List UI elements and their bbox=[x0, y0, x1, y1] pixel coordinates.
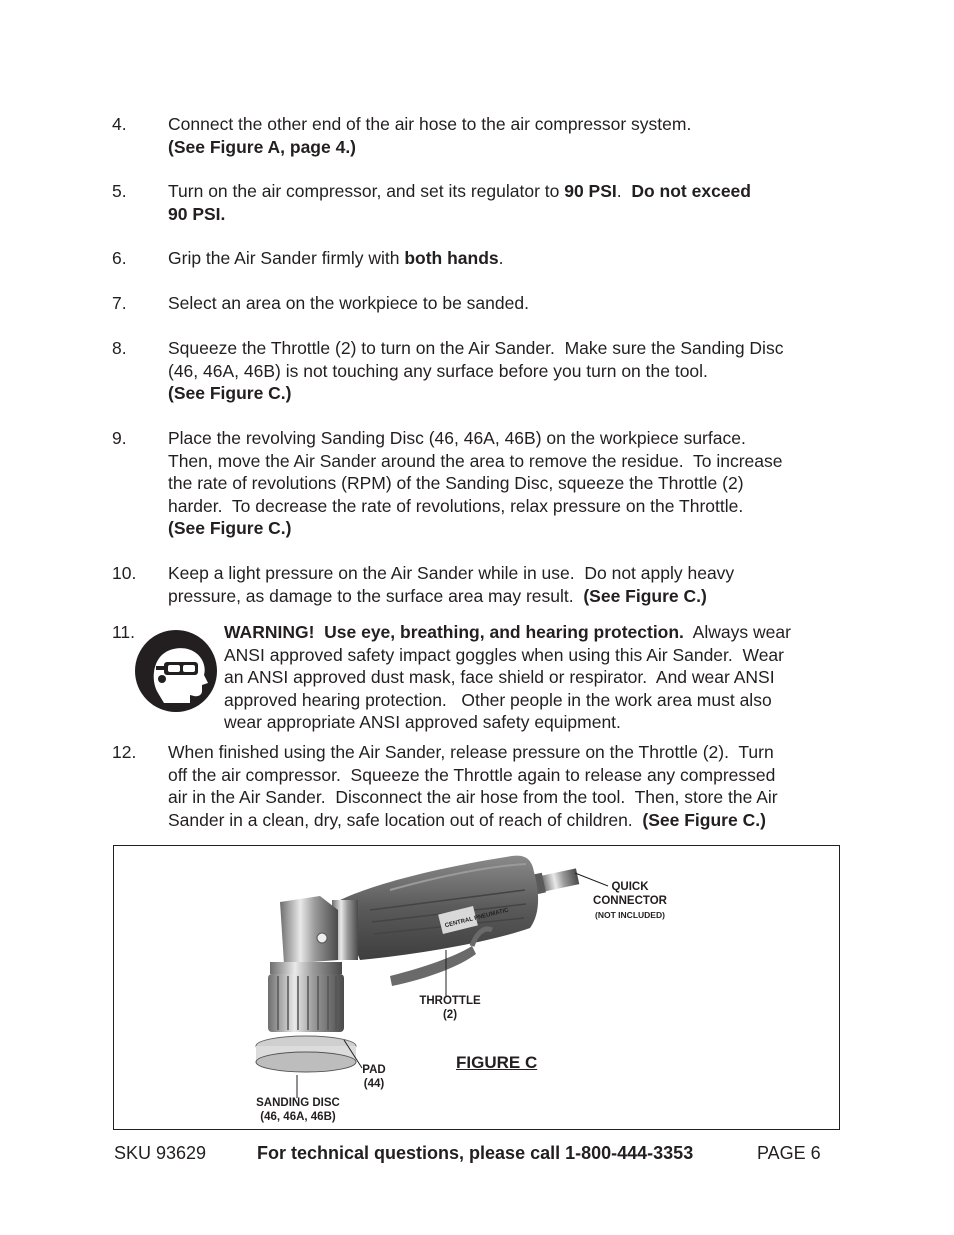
warning-text: WARNING! Use eye, breathing, and hearing protection. Always wear ANSI approved safety impact goggles when using this Air Sander. Wear an ANSI approved dust mask, face shield or respirator. And wear ANSI approved hearing protection. Other people in the work area must also wear appropriate ANSI approved safety equipment. bbox=[224, 622, 791, 732]
pad-label bbox=[354, 1063, 394, 1091]
step-text: Grip the Air Sander firmly with both hands. bbox=[168, 248, 504, 268]
figure-caption: FIGURE C bbox=[456, 1053, 538, 1072]
footer-sku: SKU 93629 bbox=[114, 1143, 207, 1163]
sanding-disc-label-line2: (46, 46A, 46B) bbox=[260, 1111, 336, 1123]
sanding-disc-label-line1: SANDING DISC bbox=[256, 1097, 340, 1109]
footer-page-number: PAGE 6 bbox=[757, 1143, 821, 1163]
step-text: When finished using the Air Sander, release pressure on the Throttle (2). Turn off the air compressor. Squeeze the Throttle again to release any compressed air in the Air Sander. Disconnect the air hose from the tool. Then, store the Air Sander in a clean, dry, safe location out of reach of children. (See Figure C.) bbox=[168, 742, 778, 830]
step-number: 7. bbox=[112, 293, 127, 313]
step-number: 9. bbox=[112, 428, 127, 448]
step-text: Place the revolving Sanding Disc (46, 46A, 46B) on the workpiece surface. Then, move the Air Sander around the area to remove the residue. To increase the rate of revolutions (RPM) of the Sanding Disc, squeeze the Throttle (2) harder. To decrease the rate of revolutions, relax pressure on the Throttle. (See Figure C.) bbox=[168, 428, 783, 538]
pad-label-line2: (44) bbox=[363, 1078, 385, 1090]
throttle-label-line2: (2) bbox=[442, 1009, 458, 1021]
step-number: 10. bbox=[112, 563, 137, 583]
step-text: Turn on the air compressor, and set its regulator to 90 PSI. Do not exceed 90 PSI. bbox=[168, 181, 751, 224]
quick-connector-label-line2: CONNECTOR bbox=[593, 895, 667, 907]
air-sander-illustration bbox=[240, 850, 620, 1090]
step-text: Connect the other end of the air hose to the air compressor system. (See Figure A, page 4.) bbox=[168, 114, 692, 157]
step-number: 5. bbox=[112, 181, 127, 201]
quick-connector-note: (NOT INCLUDED) bbox=[595, 910, 665, 920]
step-number: 11. bbox=[112, 622, 136, 642]
quick-connector-label-line1: QUICK bbox=[611, 881, 649, 893]
step-number: 4. bbox=[112, 114, 127, 134]
throttle-label-line1: THROTTLE bbox=[419, 995, 481, 1007]
quick-connector-label bbox=[590, 880, 670, 922]
pad-label-line1: PAD bbox=[362, 1064, 386, 1076]
step-text: Select an area on the workpiece to be sanded. bbox=[168, 293, 529, 313]
step-number: 6. bbox=[112, 248, 127, 268]
footer-tech-support: For technical questions, please call 1-800-444-3353 bbox=[257, 1143, 694, 1163]
step-number: 8. bbox=[112, 338, 127, 358]
step-number: 12. bbox=[112, 742, 137, 762]
throttle-label bbox=[412, 994, 488, 1022]
step-text: Squeeze the Throttle (2) to turn on the Air Sander. Make sure the Sanding Disc (46, 46A, 46B) is not touching any surface before you turn on the tool. (See Figure C.) bbox=[168, 338, 784, 403]
safety-goggles-icon bbox=[134, 629, 218, 713]
brand-label: CENTRAL PNEUMATIC bbox=[444, 907, 510, 930]
step-text: Keep a light pressure on the Air Sander while in use. Do not apply heavy pressure, as damage to the surface area may result. (See Figure C.) bbox=[168, 563, 735, 606]
sanding-disc-label bbox=[242, 1096, 354, 1124]
